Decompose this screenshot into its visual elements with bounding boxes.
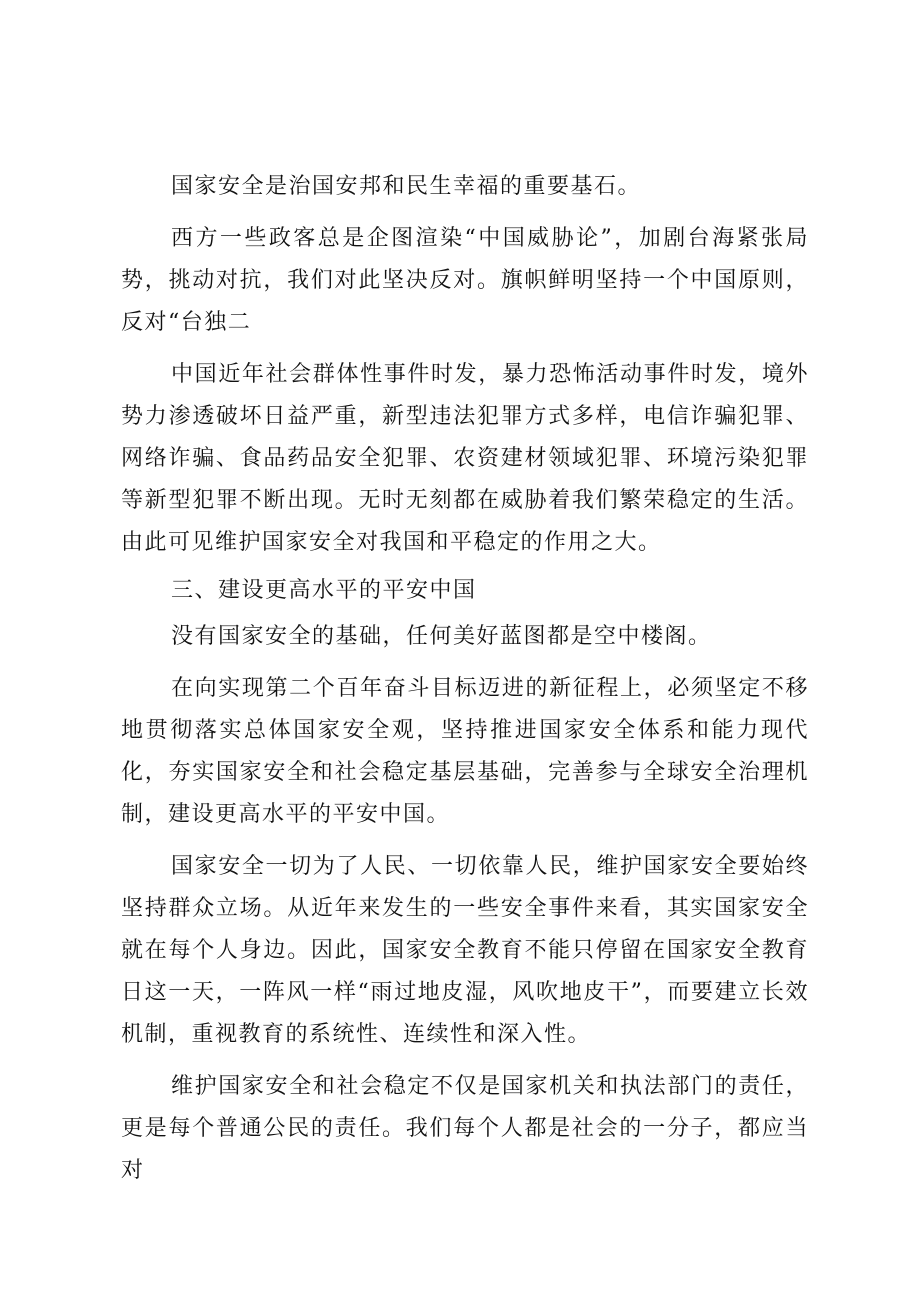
- paragraph: 维护国家安全和社会稳定不仅是国家机关和执法部门的责任，更是每个普通公民的责任。我们每个人都是社会的一分子，都应当对: [121, 1074, 809, 1183]
- section-heading: 三、建设更高水平的平安中国: [171, 578, 477, 603]
- document-body: [121, 166, 809, 1192]
- paragraph: 国家安全一切为了人民、一切依靠人民，维护国家安全要始终坚持群众立场。从近年来发生的一些安全事件来看，其实国家安全就在每个人身边。因此，国家安全教育不能只停留在国家安全教育日这一天，一阵风一样“雨过地皮湿，风吹地皮干”，而要建立长效机制，重视教育的系统性、连续性和深入性。: [121, 854, 809, 1047]
- paragraph: 没有国家安全的基础，任何美好蓝图都是空中楼阁。: [171, 624, 712, 649]
- paragraph: 国家安全是治国安邦和民生幸福的重要基石。: [171, 174, 642, 199]
- paragraph: 在向实现第二个百年奋斗目标迈进的新征程上，必须坚定不移地贯彻落实总体国家安全观，坚持推进国家安全体系和能力现代化，夯实国家安全和社会稳定基层基础，完善参与全球安全治理机制，建设更高水平的平安中国。: [121, 676, 809, 827]
- paragraph: 中国近年社会群体性事件时发，暴力恐怖活动事件时发，境外势力渗透破坏日益严重，新型违法犯罪方式多样，电信诈骗犯罪、网络诈骗、食品药品安全犯罪、农资建材领域犯罪、环境污染犯罪等新型犯罪不断出现。无时无刻都在威胁着我们繁荣稳定的生活。由此可见维护国家安全对我国和平稳定的作用之大。: [121, 362, 809, 555]
- paragraph: 西方一些政客总是企图渲染“中国威胁论”，加剧台海紧张局势，挑动对抗，我们对此坚决反对。旗帜鲜明坚持一个中国原则，反对“台独二: [121, 226, 809, 335]
